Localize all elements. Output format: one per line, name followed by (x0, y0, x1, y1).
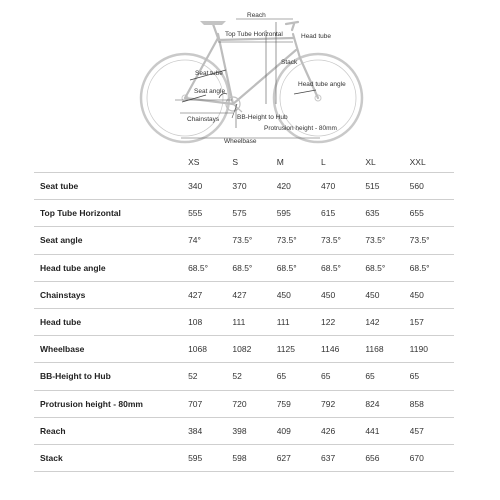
value-cell: 52 (232, 363, 276, 390)
value-cell: 65 (365, 363, 409, 390)
row-label: Top Tube Horizontal (34, 200, 188, 227)
value-cell: 65 (277, 363, 321, 390)
value-cell: 637 (321, 444, 365, 471)
value-cell: 720 (232, 390, 276, 417)
table-row (34, 336, 454, 363)
label-protrusion: Protrusion height - 80mm (264, 125, 337, 132)
value-cell: 1068 (188, 336, 232, 363)
value-cell: 111 (232, 308, 276, 335)
label-head-tube-angle: Head tube angle (298, 81, 346, 88)
value-cell: 65 (321, 363, 365, 390)
value-cell: 450 (277, 281, 321, 308)
row-label: Seat tube (34, 173, 188, 200)
row-label: Wheelbase (34, 336, 188, 363)
size-header-m: M (276, 157, 284, 167)
row-label: Head tube angle (34, 254, 188, 281)
value-cell: 426 (321, 417, 365, 444)
size-header-l: L (321, 157, 326, 167)
row-label: Stack (34, 444, 188, 471)
value-cell: 655 (410, 200, 454, 227)
table-row (34, 173, 454, 200)
value-cell: 1082 (232, 336, 276, 363)
value-cell: 450 (321, 281, 365, 308)
value-cell: 615 (321, 200, 365, 227)
value-cell: 65 (410, 363, 454, 390)
table-row (34, 254, 454, 281)
value-cell: 1190 (410, 336, 454, 363)
value-cell: 157 (410, 308, 454, 335)
saddle (200, 21, 226, 25)
value-cell: 409 (277, 417, 321, 444)
value-cell: 398 (232, 417, 276, 444)
value-cell: 560 (410, 173, 454, 200)
value-cell: 427 (188, 281, 232, 308)
table-row (34, 227, 454, 254)
row-label: BB-Height to Hub (34, 363, 188, 390)
value-cell: 68.5° (277, 254, 321, 281)
label-head-tube: Head tube (301, 33, 331, 40)
value-cell: 73.5° (321, 227, 365, 254)
value-cell: 142 (365, 308, 409, 335)
header-label-cell (34, 152, 188, 173)
geometry-table-body (34, 173, 454, 472)
row-label: Reach (34, 417, 188, 444)
label-stack: Stack (281, 59, 298, 66)
value-cell: 457 (410, 417, 454, 444)
table-row (34, 390, 454, 417)
size-header-row (34, 152, 454, 173)
table-row (34, 308, 454, 335)
value-cell: 427 (232, 281, 276, 308)
value-cell: 595 (188, 444, 232, 471)
value-cell: 73.5° (410, 227, 454, 254)
value-cell: 656 (365, 444, 409, 471)
row-label: Seat angle (34, 227, 188, 254)
value-cell: 73.5° (277, 227, 321, 254)
label-wheelbase: Wheelbase (224, 138, 257, 145)
table-row (34, 363, 454, 390)
value-cell: 68.5° (365, 254, 409, 281)
row-label: Head tube (34, 308, 188, 335)
value-cell: 1146 (321, 336, 365, 363)
value-cell: 792 (321, 390, 365, 417)
value-cell: 450 (410, 281, 454, 308)
value-cell: 122 (321, 308, 365, 335)
value-cell: 52 (188, 363, 232, 390)
value-cell: 111 (277, 308, 321, 335)
label-reach: Reach (247, 12, 266, 19)
value-cell: 759 (277, 390, 321, 417)
value-cell: 68.5° (232, 254, 276, 281)
value-cell: 450 (365, 281, 409, 308)
table-row (34, 417, 454, 444)
geometry-table (34, 152, 454, 472)
row-label: Protrusion height - 80mm (34, 390, 188, 417)
size-header-xs: XS (188, 157, 200, 167)
label-top-tube: Top Tube Horizontal (225, 31, 283, 38)
table-row (34, 444, 454, 471)
value-cell: 420 (277, 173, 321, 200)
value-cell: 670 (410, 444, 454, 471)
size-header-xxl: XXL (409, 157, 426, 167)
value-cell: 707 (188, 390, 232, 417)
value-cell: 575 (232, 200, 276, 227)
value-cell: 1168 (365, 336, 409, 363)
label-seat-tube: Seat tube (195, 70, 223, 77)
row-label: Chainstays (34, 281, 188, 308)
table-row (34, 281, 454, 308)
value-cell: 1125 (277, 336, 321, 363)
value-cell: 635 (365, 200, 409, 227)
value-cell: 108 (188, 308, 232, 335)
value-cell: 858 (410, 390, 454, 417)
value-cell: 515 (365, 173, 409, 200)
value-cell: 627 (277, 444, 321, 471)
value-cell: 73.5° (365, 227, 409, 254)
value-cell: 73.5° (232, 227, 276, 254)
table-row (34, 200, 454, 227)
value-cell: 340 (188, 173, 232, 200)
value-cell: 441 (365, 417, 409, 444)
size-header-s: S (232, 157, 239, 167)
value-cell: 74° (188, 227, 232, 254)
value-cell: 470 (321, 173, 365, 200)
value-cell: 370 (232, 173, 276, 200)
bike-geometry-diagram (0, 0, 500, 150)
value-cell: 555 (188, 200, 232, 227)
value-cell: 68.5° (321, 254, 365, 281)
label-bb-height: BB-Height to Hub (237, 114, 288, 121)
value-cell: 68.5° (410, 254, 454, 281)
label-chainstays: Chainstays (187, 116, 220, 123)
value-cell: 68.5° (188, 254, 232, 281)
value-cell: 595 (277, 200, 321, 227)
label-seat-angle: Seat angle (194, 88, 226, 95)
size-header-xl: XL (365, 157, 376, 167)
value-cell: 598 (232, 444, 276, 471)
value-cell: 384 (188, 417, 232, 444)
value-cell: 824 (365, 390, 409, 417)
